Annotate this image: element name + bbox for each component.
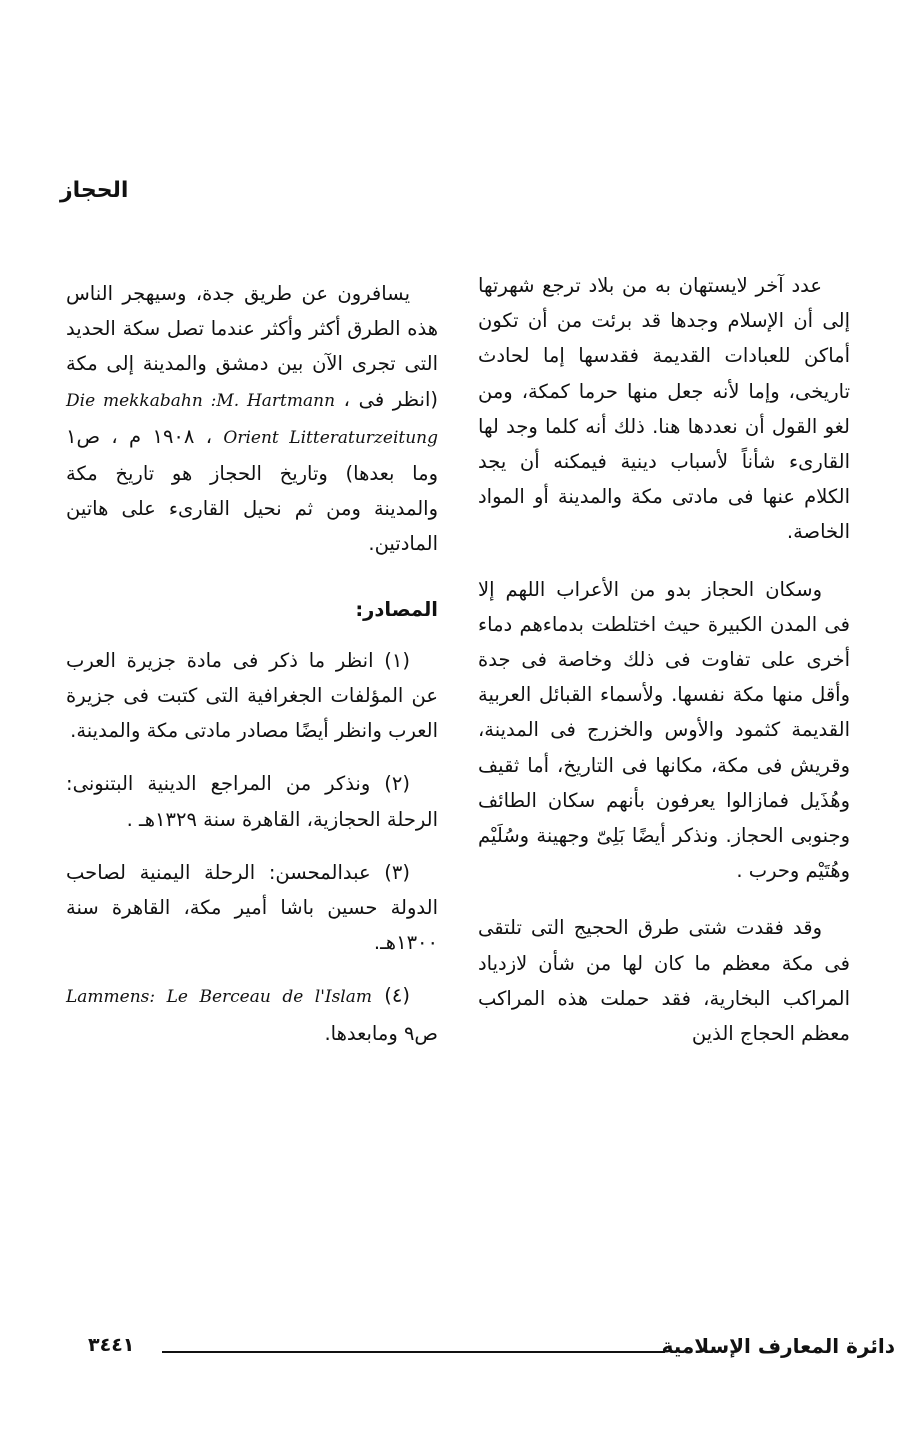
source-item-2: (٢) ونذكر من المراجع الدينية البتنونى: الرحلة الحجازية، القاهرة سنة ١٣٢٩هـ . — [66, 772, 438, 831]
source-item-1: (١) انظر ما ذكر فى مادة جزيرة العرب عن المؤلفات الجغرافية التى كتبت فى جزيرة العرب وانظر أيضًا مصادر مادتى مكة والمدينة. — [66, 648, 438, 743]
right-column — [478, 268, 850, 1051]
source-item-4-number: (٤) — [384, 984, 410, 1008]
sources-heading: المصادر: — [355, 597, 438, 621]
page-footer — [80, 1334, 895, 1368]
footer-encyclopedia-title: دائرة المعارف الإسلامية — [661, 1334, 895, 1358]
running-header-title: الحجاز — [60, 178, 129, 203]
citation-hartmann: Die mekkabahn :M. Hartmann — [66, 390, 336, 411]
paragraph-inhabitants-tribes: وسكان الحجاز بدو من الأعراب اللهم إلا فى المدن الكبيرة حيث اختلطت بدماءهم دماء أخرى على تفاوت فى ذلك وخاصة فى جدة وأقل منها مكة نفسها. ولأسماء القبائل العربية القديمة كثمود والأوس والخزرج فى المدينة، وقريش فى مكة، مكانها فى التاريخ، أما ثقيف وهُذَيل فمازالوا يعرفون بأنهم سكان الطائف وجنوبى الحجاز. ونذكر أيضًا بَلِىّ وجهينة وسُلَيْم وهُتَيْم وحرب . — [478, 577, 850, 883]
citation-orient-journal: Orient Litteraturzeitung — [223, 427, 438, 448]
left-column — [66, 276, 438, 1069]
paragraph-cities-religion: عدد آخر لايستهان به من بلاد ترجع شهرتها إلى أن الإسلام وجدها قد برئت من أن تكون أماكن للعبادات القديمة فقدسها إما لحادث تاريخى، وإما لأنه جعل منها حرما كمكة، ومن لغو القول أن نعددها هنا. ذلك أنه كلما وجد لها القارىء شأناً لأسباب دينية فيمكنه أن يجد الكلام عنها فى مادتى مكة والمدينة أو المواد الخاصة. — [478, 274, 850, 544]
paragraph-pilgrim-roads: وقد فقدت شتى طرق الحجيج التى تلتقى فى مكة معظم ما كان لها من شأن لازدياد المراكب البخارية، فقد حملت هذه المراكب معظم الحجاج الذين — [478, 916, 850, 1046]
page-number: ٣٤٤١ — [88, 1334, 135, 1356]
paragraph-railway-continuation — [66, 276, 438, 562]
citation-lammens: Lammens: Le Berceau de l'Islam — [66, 987, 372, 1008]
railway-text-part-a: يسافرون عن طريق جدة، وسيهجر الناس هذه الطرق أكثر وأكثر عندما تصل سكة الحديد التى تجرى الآن بين دمشق والمدينة إلى مكة (انظر فى ، — [66, 282, 438, 411]
source-item-4-pages: ص٩ ومابعدها. — [324, 1021, 438, 1045]
footer-rule — [162, 1351, 665, 1353]
railway-text-part-b: ، ١٩٠٨ م ، ص١ وما بعدها) وتاريخ الحجاز هو تاريخ مكة والمدينة ومن ثم نحيل القارىء على هاتين المادتين. — [66, 424, 438, 556]
source-item-3: (٣) عبدالمحسن: الرحلة اليمنية لصاحب الدولة حسين باشا أمير مكة، القاهرة سنة ١٣٠٠هـ. — [66, 860, 438, 955]
source-item-4 — [66, 978, 438, 1050]
